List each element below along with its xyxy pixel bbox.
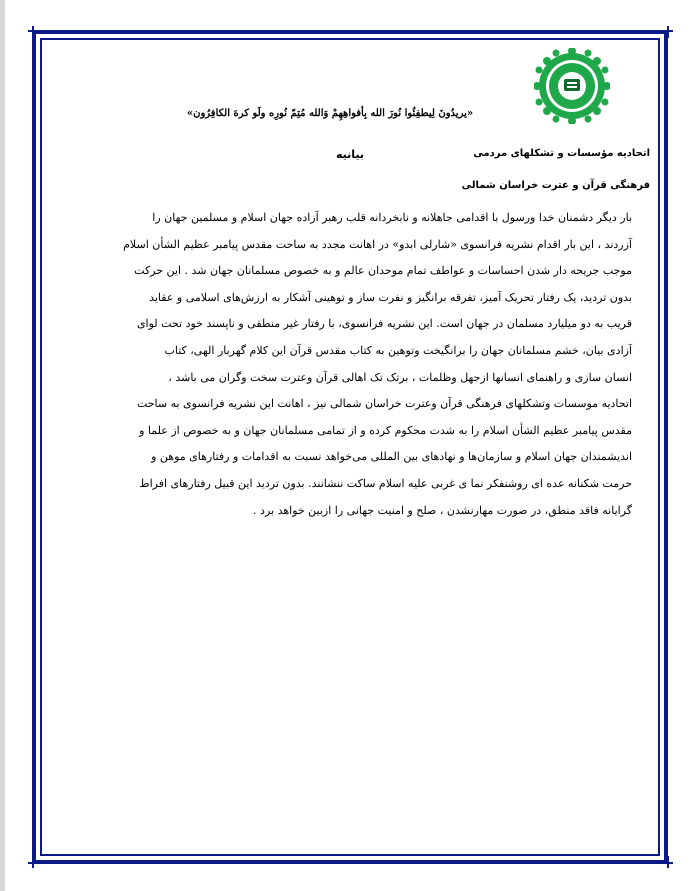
body-line: انسان سازی و راهنمای انسانها ازجهل وظلمات ، برتک تک اهالی قرآن وعترت سخت وگران می باشد ، xyxy=(168,370,632,384)
body-line: آزادی بیان، خشم مسلمانان جهان را برانگیخت وتوهین به کتاب مقدس قرآن این کلام گهربار الهی، کتاب xyxy=(164,343,632,357)
body-line: مقدس پیامبر عظیم الشأن اسلام را به شدت محکوم کرده و از تمامی مسلمانان جهان و به خصوص از علما و xyxy=(139,423,632,437)
statement-body xyxy=(92,205,632,524)
body-line: گرایانه فاقد منطق، در صورت مهارنشدن ، صلح و امنیت جهانی را ازبین خواهد برد . xyxy=(253,503,632,517)
quran-verse: «یریدُونَ لِیطفِئُوا نُورَ الله بِأفواهِهِمْ وَالله مُتِمّ نُورِه ولَو کرهَ الکافِرُون» xyxy=(186,108,474,119)
organization-logo-icon xyxy=(534,48,610,124)
corner-mark-top-right xyxy=(661,26,673,38)
statement-title: بیانیه xyxy=(335,148,365,161)
body-line: موجب جریحه دار شدن احساسات و عواطف تمام موحدان عالم و به خصوص مسلمانان جهان شد . این حرکت xyxy=(134,264,632,278)
corner-mark-bottom-right xyxy=(661,856,673,868)
body-line: بار دیگر دشمنان خدا ورسول با اقدامی جاهلانه و نابخردانه قلب رهبر آزاده جهان اسلام و مسلمین جهان را xyxy=(152,211,632,224)
body-line: حرمت شکنانه عده ای روشنفکر نما ی غربی علیه اسلام ساکت ننشانند. بدون تردید این قبیل رفتارهای افراط xyxy=(139,476,632,490)
organization-name-line2: فرهنگی قرآن و عترت خراسان شمالی xyxy=(461,180,650,191)
page-left-edge xyxy=(0,0,5,891)
body-line: اتحادیه موسسات وتشکلهای فرهنگی قرآن وعترت خراسان شمالی نیز ، اهانت این نشریه فرانسوی به ساحت xyxy=(136,397,632,411)
body-line: آزردند ، این بار اقدام نشریه فرانسوی «شارلی ابدو» در اهانت مجدد به ساحت مقدس پیامبر عظیم الشأن اسلام xyxy=(123,237,632,251)
organization-name-line1: اتحادیه مؤسسات و تشکلهای مردمی xyxy=(473,148,650,159)
body-line: قریب به دو میلیارد مسلمان در جهان است. این نشریه فرانسوی، با رفتار غیر منطقی و ناپسند خود تحت لوای xyxy=(136,317,632,331)
body-line: بدون تردید، یک رفتار تحریک آمیز، تفرقه برانگیز و نفرت ساز و توهینی آشکار به ارزش‌های اسلامی و عقاید xyxy=(149,290,632,304)
corner-mark-top-left xyxy=(28,26,40,38)
body-line: اندیشمندان جهان اسلام و سازمان‌ها و نهادهای بین المللی می‌خواهد نسبت به اقدامات و رفتارهای موهن و xyxy=(151,450,632,464)
corner-mark-bottom-left xyxy=(28,856,40,868)
